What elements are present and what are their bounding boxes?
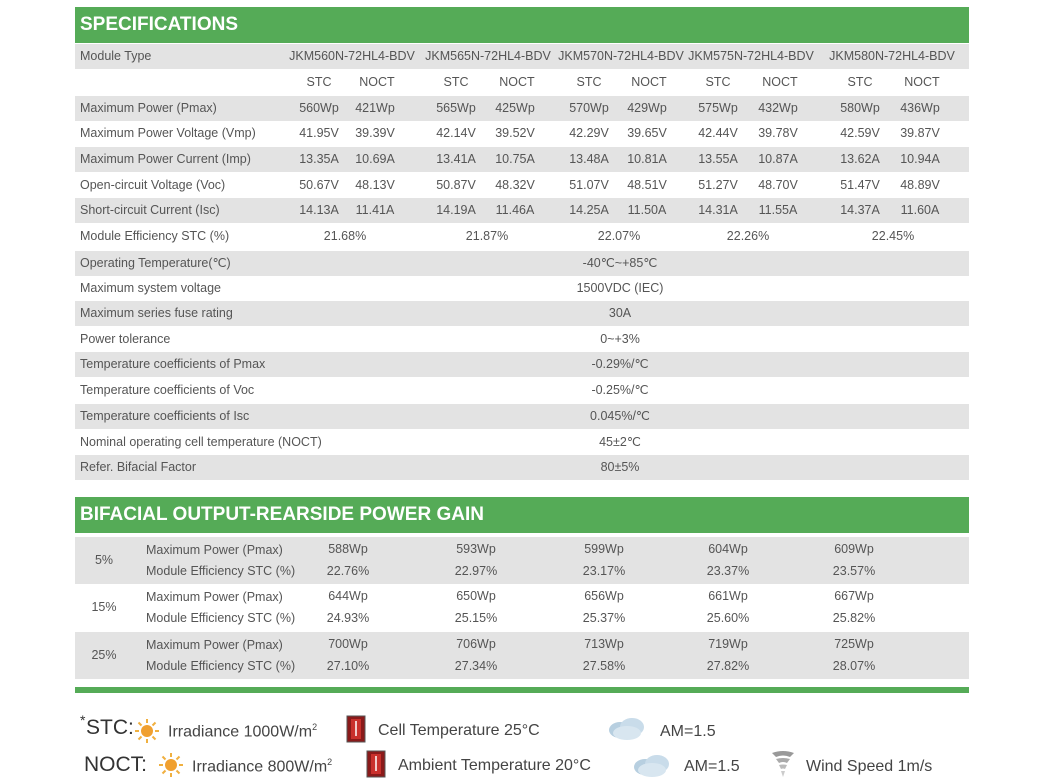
efficiency-value-5: 22.45% [871,229,915,243]
single-spec-label: Temperature coefficients of Isc [80,409,250,423]
bifacial-eff-label: Module Efficiency STC (%) [146,659,296,673]
bifacial-power-label: Maximum Power (Pmax) [146,543,283,557]
spec-row-value: 51.07V [569,178,609,192]
spec-row-value: 10.69A [355,152,395,166]
bifacial-gain-pct: 15% [91,600,117,614]
spec-row-value: 13.55A [698,152,738,166]
bifacial-group [75,537,969,584]
spec-row-value: 50.67V [299,178,339,192]
bifacial-eff-label: Module Efficiency STC (%) [146,564,296,578]
noct-legend-label: NOCT: [84,753,147,776]
spec-row [75,96,969,121]
spec-row [75,121,969,146]
spec-row-value: 570Wp [569,101,609,115]
stc-header-2: STC [443,75,469,89]
bifacial-power-value: 661Wp [708,589,748,603]
spec-row-value: 50.87V [436,178,476,192]
bifacial-title: BIFACIAL OUTPUT-REARSIDE POWER GAIN [80,504,484,525]
single-spec-row [75,404,969,429]
single-spec-value: -0.29%/℃ [591,357,649,371]
spec-row-value: 11.46A [495,203,535,217]
spec-row-value: 14.25A [569,203,609,217]
bifacial-power-value: 719Wp [708,637,748,651]
efficiency-value-1: 21.68% [323,229,367,243]
stc-cell-temp: Cell Temperature 25°C [378,722,540,739]
single-spec-value: 80±5% [600,460,640,474]
bifacial-power-value: 656Wp [584,589,624,603]
bifacial-power-label: Maximum Power (Pmax) [146,590,283,604]
bifacial-gain-pct: 25% [91,648,117,662]
spec-row-value: 436Wp [900,101,940,115]
stc-irradiance [168,722,317,741]
spec-row-label: Maximum Power (Pmax) [80,101,217,115]
spec-row-value: 39.87V [900,126,940,140]
bifacial-group [75,584,969,631]
noct-header-1: NOCT [359,75,395,89]
bifacial-group [75,632,969,679]
thermometer-icon-noct [364,749,388,779]
bifacial-eff-value: 24.93% [326,611,370,625]
bifacial-eff-value: 25.82% [832,611,876,625]
bifacial-power-value: 650Wp [456,589,496,603]
spec-row-value: 51.47V [840,178,880,192]
single-spec-label: Operating Temperature(℃) [80,256,231,270]
spec-row-value: 41.95V [299,126,339,140]
spec-row-label: Open-circuit Voltage (Voc) [80,178,226,192]
single-spec-label: Refer. Bifacial Factor [80,460,197,474]
bifacial-eff-value: 23.57% [832,564,876,578]
model-3: JKM570N-72HL4-BDV [558,49,684,63]
bifacial-eff-value: 25.37% [582,611,626,625]
specifications-header [75,7,969,43]
module-type-label: Module Type [80,49,152,63]
spec-row-value: 42.44V [698,126,738,140]
stc-header-4: STC [705,75,731,89]
bifacial-power-value: 725Wp [834,637,874,651]
single-spec-row [75,352,969,377]
spec-row-value: 14.13A [299,203,339,217]
single-spec-row [75,455,969,480]
bifacial-gain-pct: 5% [94,553,114,567]
bottom-divider [75,687,969,693]
spec-row-value: 421Wp [355,101,395,115]
noct-ambient-temp: Ambient Temperature 20°C [398,757,591,774]
single-spec-label: Power tolerance [80,332,171,346]
bifacial-eff-value: 22.97% [454,564,498,578]
spec-row [75,173,969,198]
spec-row-value: 48.13V [355,178,395,192]
noct-header-4: NOCT [762,75,798,89]
spec-row-label: Short-circuit Current (Isc) [80,203,220,217]
spec-row-value: 13.41A [436,152,476,166]
bifacial-power-value: 667Wp [834,589,874,603]
spec-row-value: 14.37A [840,203,880,217]
bifacial-power-value: 706Wp [456,637,496,651]
spec-row-value: 39.65V [627,126,667,140]
spec-row-value: 42.59V [840,126,880,140]
noct-irradiance-text: Irradiance 800W/m [192,758,328,776]
bifacial-power-value: 604Wp [708,542,748,556]
spec-row-value: 560Wp [299,101,339,115]
single-spec-row [75,251,969,276]
single-spec-row [75,301,969,326]
bifacial-eff-value: 28.07% [832,659,876,673]
spec-row-value: 11.55A [758,203,798,217]
cloud-icon-noct [630,752,672,778]
spec-row-value: 48.32V [495,178,535,192]
single-spec-value: 45±2℃ [599,435,641,449]
bifacial-power-value: 593Wp [456,542,496,556]
efficiency-value-3: 22.07% [597,229,641,243]
spec-row-value: 11.60A [900,203,940,217]
specifications-title: SPECIFICATIONS [80,14,238,35]
spec-row-value: 10.81A [627,152,667,166]
stc-header-3: STC [576,75,602,89]
noct-header-3: NOCT [631,75,667,89]
single-spec-label: Nominal operating cell temperature (NOCT) [80,435,322,449]
stc-noct-header-row [75,70,969,95]
spec-row-value: 429Wp [627,101,667,115]
stc-header-5: STC [847,75,873,89]
spec-row-value: 575Wp [698,101,738,115]
stc-legend-label: STC: [86,716,134,739]
noct-am: AM=1.5 [684,758,740,775]
single-spec-value: -0.25%/℃ [591,383,649,397]
bifacial-eff-value: 27.10% [326,659,370,673]
spec-row-value: 48.89V [900,178,940,192]
single-spec-value: 1500VDC (IEC) [576,281,664,295]
bifacial-power-value: 713Wp [584,637,624,651]
noct-irradiance-sup: 2 [327,757,333,767]
bifacial-eff-value: 23.17% [582,564,626,578]
spec-row-value: 39.52V [495,126,535,140]
efficiency-row [75,224,969,249]
stc-header-1: STC [306,75,332,89]
spec-row-value: 13.48A [569,152,609,166]
spec-row-value: 11.50A [627,203,667,217]
spec-row-label: Maximum Power Voltage (Vmp) [80,126,256,140]
noct-header-5: NOCT [904,75,940,89]
sun-icon [134,718,160,744]
stc-am: AM=1.5 [660,723,716,740]
spec-row-value: 13.35A [299,152,339,166]
bifacial-power-value: 588Wp [328,542,368,556]
spec-row-value: 10.75A [495,152,535,166]
stc-asterisk: * [80,712,86,728]
single-spec-row [75,430,969,455]
single-spec-row [75,327,969,352]
bifacial-eff-value: 22.76% [326,564,370,578]
efficiency-value-4: 22.26% [726,229,770,243]
stc-irradiance-sup: 2 [312,722,318,732]
single-spec-label: Maximum system voltage [80,281,222,295]
spec-row-value: 48.51V [627,178,667,192]
spec-row [75,147,969,172]
single-spec-label: Temperature coefficients of Pmax [80,357,266,371]
efficiency-value-2: 21.87% [465,229,509,243]
spec-row-value: 13.62A [840,152,880,166]
wind-icon [770,749,796,779]
spec-row-value: 39.78V [758,126,798,140]
bifacial-eff-value: 27.34% [454,659,498,673]
spec-row-value: 42.29V [569,126,609,140]
spec-row-value: 14.19A [436,203,476,217]
single-spec-value: 0.045%/℃ [590,409,650,423]
bifacial-power-value: 700Wp [328,637,368,651]
single-spec-row [75,276,969,301]
noct-irradiance [192,757,332,776]
spec-row-value: 425Wp [495,101,535,115]
thermometer-icon [344,714,368,744]
cloud-icon [605,715,647,741]
bifacial-eff-value: 27.82% [706,659,750,673]
spec-row-value: 10.94A [900,152,940,166]
spec-row-value: 432Wp [758,101,798,115]
model-2: JKM565N-72HL4-BDV [425,49,551,63]
model-4: JKM575N-72HL4-BDV [688,49,814,63]
model-5: JKM580N-72HL4-BDV [829,49,955,63]
noct-header-2: NOCT [499,75,535,89]
spec-row-value: 11.41A [355,203,395,217]
spec-row-value: 580Wp [840,101,880,115]
bifacial-eff-value: 25.60% [706,611,750,625]
single-spec-label: Temperature coefficients of Voc [80,383,255,397]
single-spec-value: 30A [608,306,632,320]
bifacial-eff-value: 23.37% [706,564,750,578]
spec-row-value: 51.27V [698,178,738,192]
bifacial-header [75,497,969,533]
spec-row-value: 39.39V [355,126,395,140]
bifacial-power-label: Maximum Power (Pmax) [146,638,283,652]
bifacial-power-value: 599Wp [584,542,624,556]
single-spec-value: 0~+3% [600,332,640,346]
spec-row-value: 42.14V [436,126,476,140]
bifacial-power-value: 609Wp [834,542,874,556]
stc-irradiance-text: Irradiance 1000W/m [168,723,313,741]
spec-row-value: 48.70V [758,178,798,192]
spec-row-label: Maximum Power Current (Imp) [80,152,251,166]
efficiency-label: Module Efficiency STC (%) [80,229,230,243]
sun-icon-noct [158,752,184,778]
noct-wind: Wind Speed 1m/s [806,758,933,775]
single-spec-label: Maximum series fuse rating [80,306,233,320]
spec-row [75,198,969,223]
spec-row-value: 14.31A [698,203,738,217]
bifacial-eff-label: Module Efficiency STC (%) [146,611,296,625]
single-spec-value: -40℃~+85℃ [582,256,658,270]
bifacial-power-value: 644Wp [328,589,368,603]
module-type-row [75,44,969,69]
model-1: JKM560N-72HL4-BDV [289,49,415,63]
single-spec-row [75,378,969,403]
spec-row-value: 565Wp [436,101,476,115]
bifacial-eff-value: 25.15% [454,611,498,625]
spec-row-value: 10.87A [758,152,798,166]
bifacial-eff-value: 27.58% [582,659,626,673]
